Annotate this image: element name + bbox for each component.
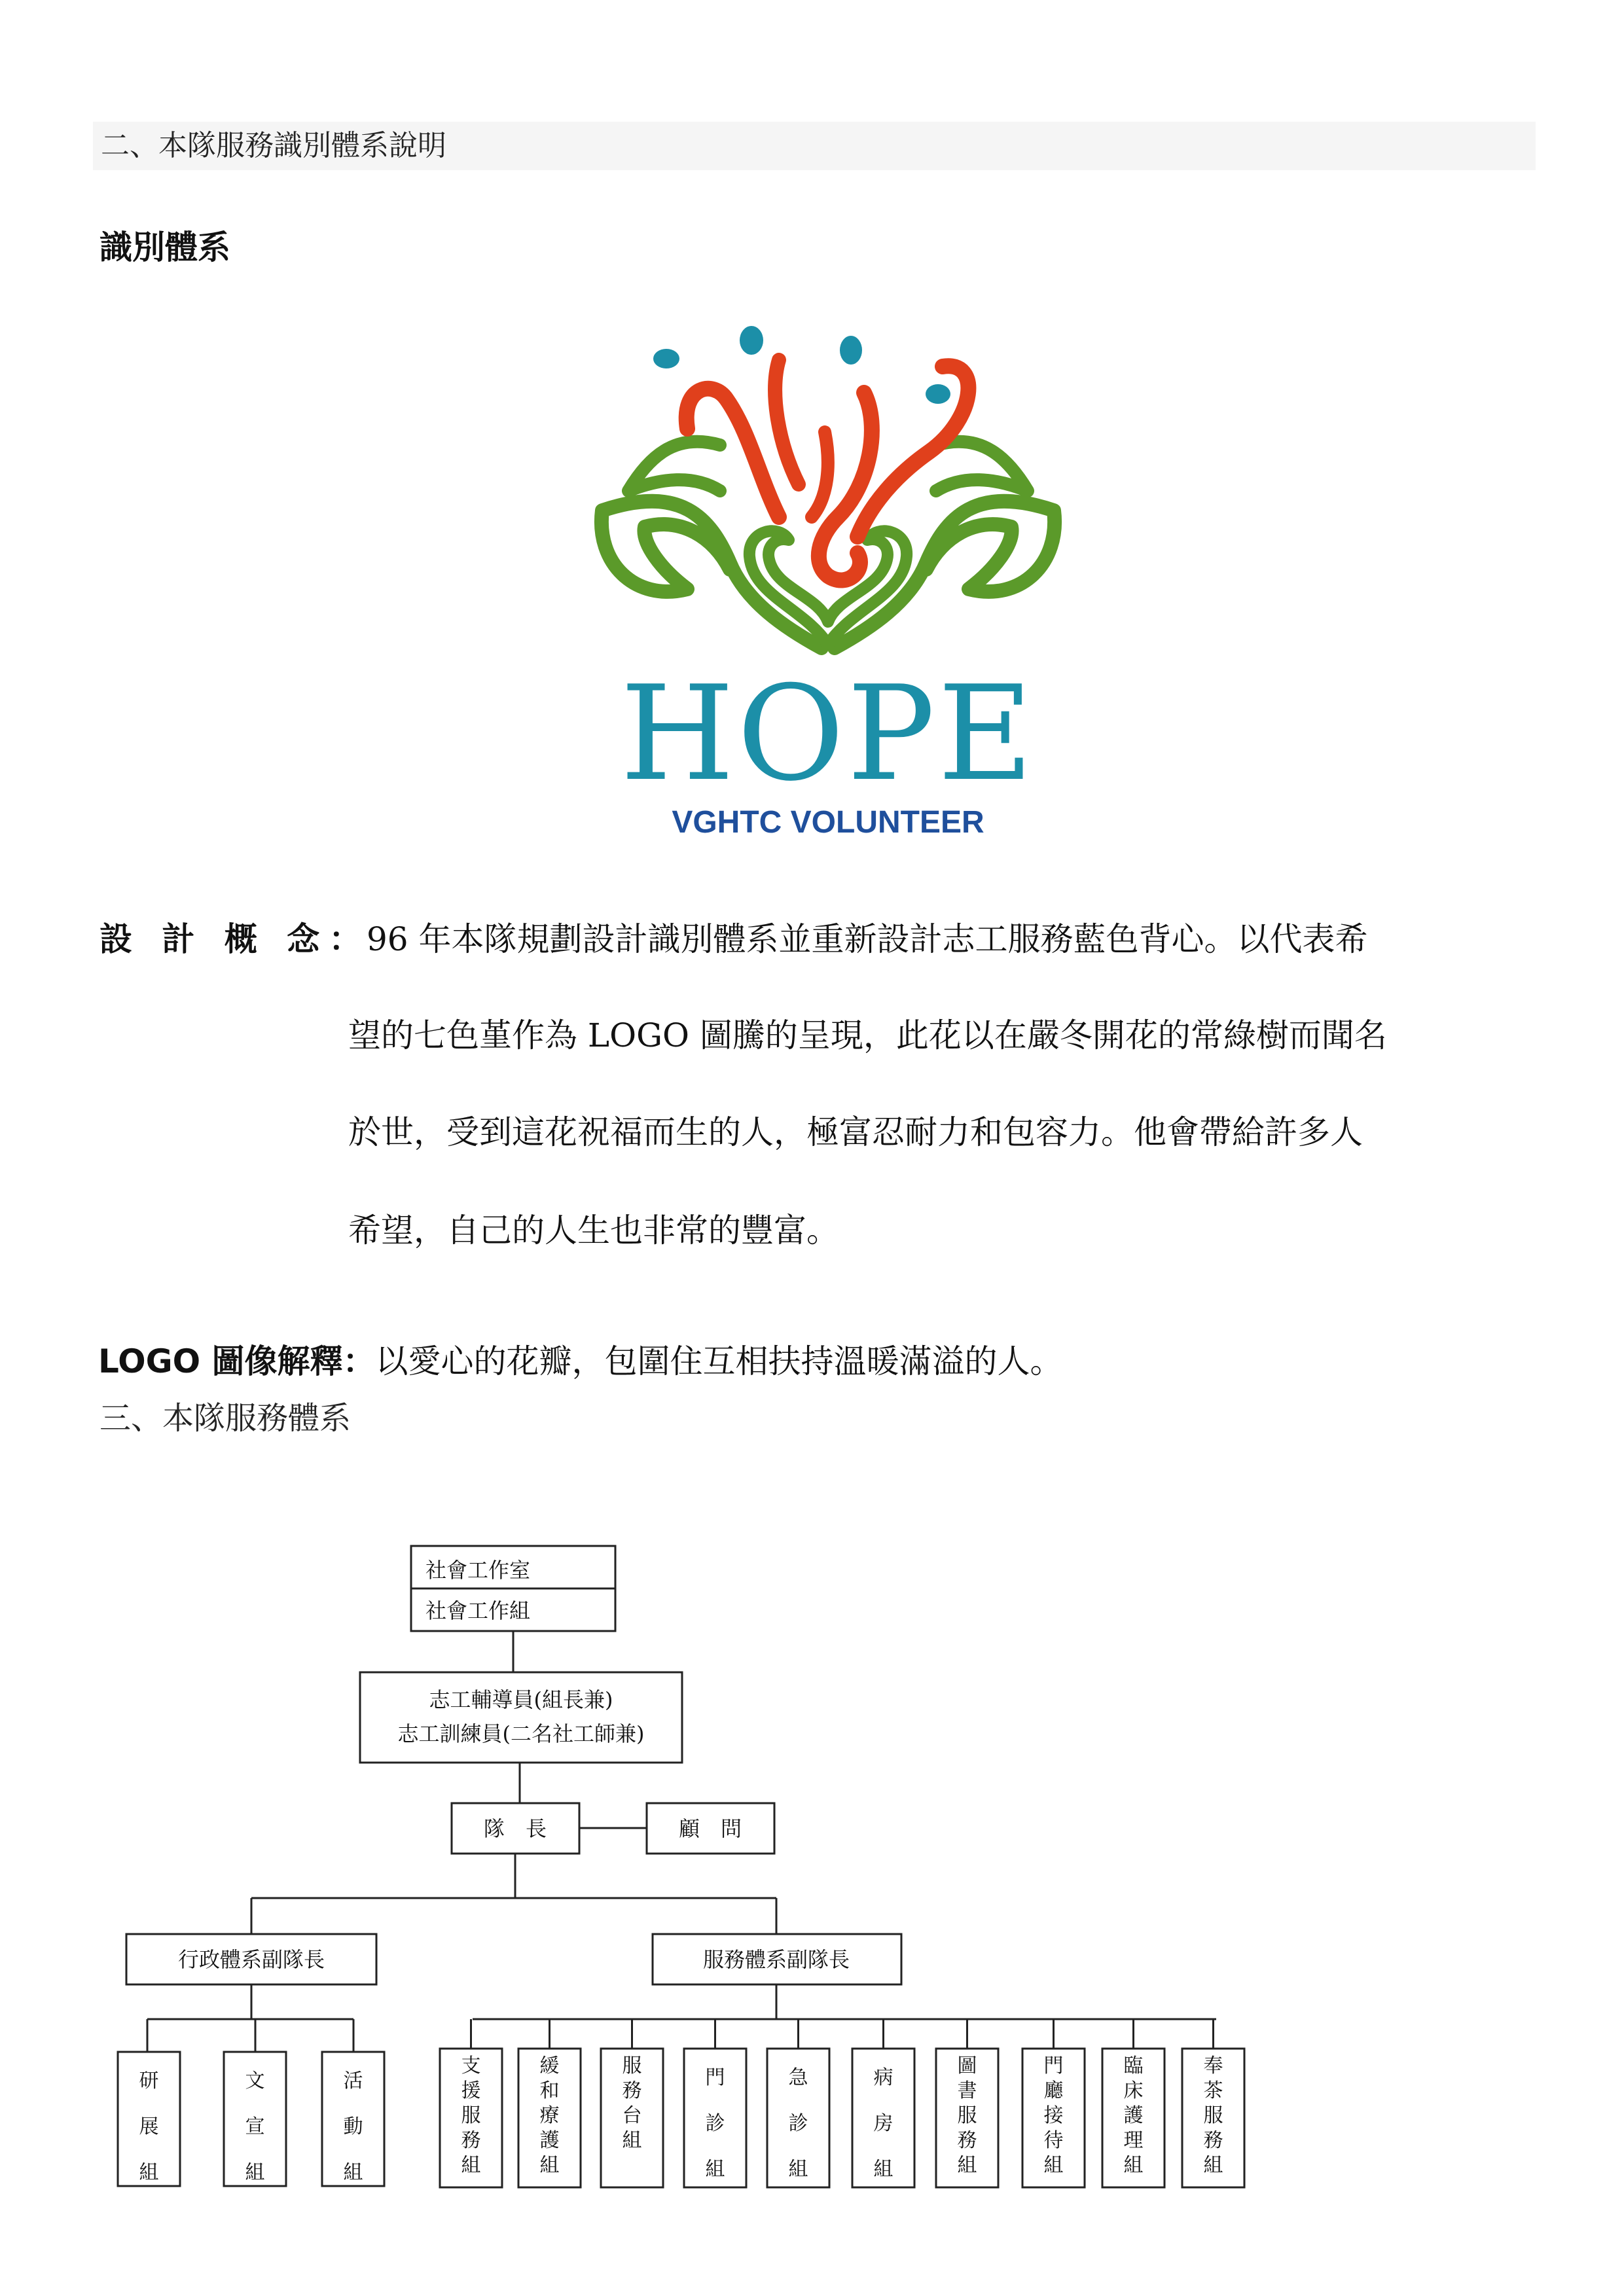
admin-vice-box — [126, 1934, 376, 1984]
head-3 — [840, 336, 862, 365]
head-1 — [653, 349, 679, 368]
design-concept-label: 設 計 概 念： — [99, 920, 371, 958]
service-group-label: 門 廳 接 待 組 — [1043, 2054, 1064, 2177]
head-2 — [740, 326, 763, 355]
logo-explanation-text: 以愛心的花瓣，包圍住互相扶持溫暖滿溢的人。 — [375, 1342, 1063, 1380]
service-group-label: 奉 茶 服 務 組 — [1203, 2054, 1223, 2177]
admin-group-label: 研 展 組 — [139, 2070, 159, 2184]
advisor-label: 顧 問 — [678, 1816, 742, 1841]
top-box-line-2: 社會工作組 — [425, 1598, 531, 1623]
head-4 — [926, 384, 950, 404]
social-work-box — [411, 1546, 615, 1631]
concept-line-2: 望的七色堇作為 LOGO 圖騰的呈現，此花以在嚴冬開花的常綠樹而聞名 — [348, 1016, 1387, 1054]
logo-wordmark: HOPE — [620, 658, 1036, 810]
left-leaf — [602, 501, 821, 648]
advisor-box — [647, 1803, 774, 1854]
admin-group-label: 活 動 組 — [343, 2070, 363, 2184]
concept-line-4: 希望，自己的人生也非常的豐富。 — [348, 1211, 839, 1249]
service-group-label: 急 診 組 — [788, 2066, 808, 2181]
coordinator-box — [360, 1672, 682, 1763]
admin-group-label: 文 宣 組 — [245, 2070, 265, 2184]
logo-explanation-label: LOGO 圖像解釋： — [98, 1342, 376, 1380]
red-figure-left — [687, 389, 779, 517]
admin-vice-label: 行政體系副隊長 — [177, 1947, 325, 1972]
concept-line-3: 於世，受到這花祝福而生的人，極富忍耐力和包容力。他會帶給許多人 — [348, 1113, 1363, 1151]
captain-label: 隊 長 — [483, 1816, 547, 1841]
service-group-label: 臨 床 護 理 組 — [1123, 2054, 1144, 2177]
identity-system-title: 識別體系 — [99, 228, 230, 266]
hope-logo — [589, 321, 1067, 844]
concept-line-1: 96 年本隊規劃設計識別體系並重新設計志工服務藍色背心。以代表希 — [367, 920, 1368, 958]
logo-tagline: VGHTC VOLUNTEER — [672, 805, 984, 840]
coordinator-line-2: 志工訓練員(二名社工師兼) — [397, 1721, 645, 1746]
coordinator-line-1: 志工輔導員(組長兼) — [429, 1687, 613, 1712]
service-group-label: 門 診 組 — [705, 2066, 725, 2181]
service-group-label: 服 務 台 組 — [622, 2054, 642, 2152]
top-box-line-1: 社會工作室 — [425, 1558, 531, 1583]
service-group-label: 圖 書 服 務 組 — [957, 2054, 977, 2177]
service-group-label: 支 援 服 務 組 — [461, 2054, 481, 2177]
service-group-label: 緩 和 療 護 組 — [539, 2054, 560, 2177]
section-2-heading: 二、本隊服務識別體系說明 — [93, 122, 1536, 170]
service-vice-box — [653, 1934, 901, 1984]
heart-shape — [749, 531, 907, 645]
section-3-heading: 三、本隊服務體系 — [99, 1400, 352, 1437]
service-vice-label: 服務體系副隊長 — [702, 1947, 850, 1972]
captain-box — [452, 1803, 579, 1854]
service-group-label: 病 房 組 — [873, 2066, 893, 2181]
logo-explanation — [98, 1335, 1063, 1382]
